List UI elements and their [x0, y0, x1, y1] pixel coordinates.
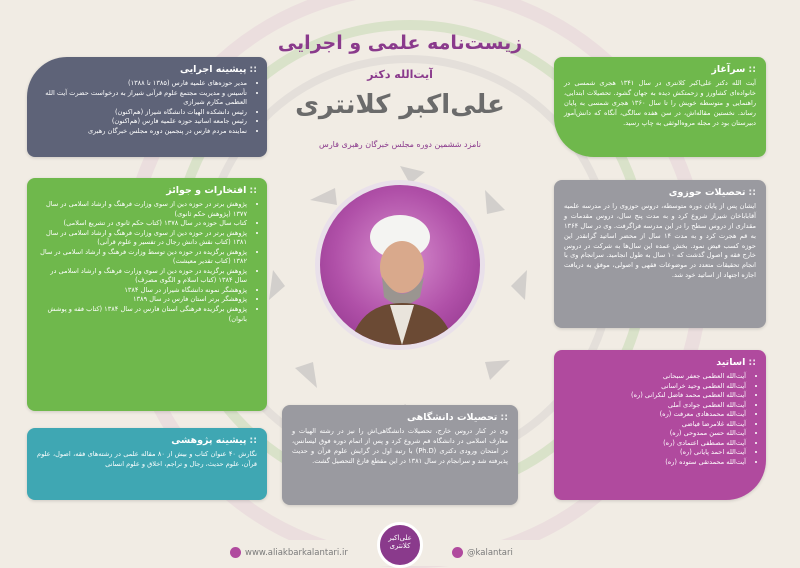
dots-icon: :: [748, 357, 756, 368]
person-name: علی‌اکبر کلانتری [295, 90, 505, 120]
dots-icon: :: [249, 64, 257, 75]
arrow-shape [310, 188, 337, 205]
section-research-text: نگارش ۴۰ عنوان کتاب و بیش از ۸۰ مقاله علمی در رشته‌های فقه، اصول، علوم قرآن، علوم حدیث، رجال و تراجم، اخلاق و علوم انسانی [37, 450, 257, 468]
list-item: • پژوهش برگزیده فرهنگی استان فارس در سال ۱۳۸۴ (کتاب فقه و پوشش بانوان) [37, 305, 247, 324]
section-start-heading: سرآغاز [711, 64, 746, 75]
page-title: زیست‌نامه علمی و اجرایی [277, 32, 523, 54]
list-item: • آیت‌الله مصطفی اعتمادی (ره) [564, 439, 746, 449]
section-start [554, 57, 766, 157]
seal-text: علی‌اکبر کلانتری [388, 534, 412, 550]
list-item: • پژوهشگر برتر استان فارس در سال ۱۳۸۹ [37, 295, 247, 305]
dots-icon: :: [500, 412, 508, 423]
list-item: • پژوهش برتر در حوزه دین از سوی وزارت فرهنگ و ارشاد اسلامی در سال ۱۳۸۱ (کتاب نقش دانش رجال در تفسیر و علوم قرآنی) [37, 229, 247, 248]
list-item: • آیت‌الله محمدهادی معرفت (ره) [564, 410, 746, 420]
dots-icon: :: [249, 185, 257, 196]
arrow-shape [295, 362, 317, 388]
section-hawza [554, 180, 766, 328]
list-item: • کتاب سال حوزه در سال ۱۳۷۸ (کتاب حکم ثانوی در تشریع اسلامی) [37, 219, 247, 229]
section-honors-title [37, 185, 257, 196]
social-link[interactable] [452, 547, 513, 558]
arrow-shape [485, 360, 510, 380]
dots-icon: :: [748, 187, 756, 198]
list-item: • آیت‌الله غلامرضا فیاضی [564, 420, 746, 430]
list-item: • پژوهش برگزیده در حوزه دین از سوی وزارت فرهنگ و ارشاد اسلامی در سال ۱۳۸۴ (کتاب اسلام و الگوی مصرف) [37, 267, 247, 286]
globe-icon [230, 547, 241, 558]
teachers-list [564, 372, 756, 467]
list-item: • آیت‌الله العظمی محمد فاضل لنکرانی (ره) [564, 391, 746, 401]
section-honors [27, 178, 267, 411]
social-text: @kalantari [467, 548, 513, 558]
list-item: • رئیس جامعه اساتید حوزه علمیه فارس (هم‌اکنون) [37, 117, 247, 127]
section-teachers-title [564, 357, 756, 368]
arrow-shape [511, 270, 527, 300]
honors-list [37, 200, 257, 324]
section-executive-title [37, 64, 257, 75]
section-teachers [554, 350, 766, 500]
list-item: • پژوهش برگزیده در حوزه دین توسط وزارت فرهنگ و ارشاد اسلامی در سال ۱۳۸۲ (کتاب تقدیر معیشت) [37, 248, 247, 267]
section-hawza-text: ایشان پس از پایان دوره متوسطه، دروس حوزوی را در مدرسه علمیه آقابابا‌خان شیراز شروع کرد و به مدت پنج سال، دروس مقدمات و مقداری از دروس سطح را در این مدرسه فراگرفت. وی در سال ۱۳۶۴ به قم هجرت کرد و به مدت ۱۴ سال از محضر اساتید گرانقدر این حوزه کسب فیض نمود. بخش عمده این سال‌ها به شرکت در دروس خارج فقه و اصول گذشت که ۱۰ سال به طول انجامید. سرانجام وی با انجام تحقیقات متعدد در موضوعات فقهی و اصولی، موفق به دریافت اجازه اجتهاد از اساتید خود شد. [564, 202, 756, 280]
section-university-text: وی در کنار دروس خارج، تحصیلات دانشگاهی‌اش را نیز در رشته الهیات و معارف اسلامی در دانشگاه قم شروع کرد و پس از اتمام دوره فوق لیسانس، در امتحان ورودی دکتری (Ph.D) با رتبه اول در گرایش علوم قرآن و حدیث پذیرفته شد و سرانجام در سال ۱۳۸۱ در این مقطع فارغ التحصیل گشت. [292, 427, 508, 465]
section-honors-heading: افتخارات و جوائز [166, 185, 247, 196]
list-item: • پژوهشگر نمونه دانشگاه شیراز در سال ۱۳۸۴ [37, 286, 247, 296]
list-item: • آیت‌الله العظمی جعفر سبحانی [564, 372, 746, 382]
section-executive [27, 57, 267, 157]
list-item: • آیت‌الله محمدتقی ستوده (ره) [564, 458, 746, 468]
arrow-shape [269, 270, 285, 300]
candidacy-caption: نامزد ششمین دوره مجلس خبرگان رهبری فارس [319, 140, 481, 149]
portrait-photo [315, 180, 485, 350]
arrow-shape [485, 190, 505, 214]
list-item: • آیت‌الله العظمی وحید خراسانی [564, 382, 746, 392]
list-item: • تأسیس و مدیریت مجتمع علوم قرآنی شیراز به درخواست حضرت آیت الله العظمی مکارم شیرازی [37, 89, 247, 108]
list-item: • رئیس دانشکده الهیات دانشگاه شیراز (هم‌اکنون) [37, 108, 247, 118]
list-item: • آیت‌الله حسن ممدوحی (ره) [564, 429, 746, 439]
section-university [282, 405, 518, 505]
list-item: • نماینده مردم فارس در پنجمین دوره مجلس خبرگان رهبری [37, 127, 247, 137]
section-executive-heading: پیشینه اجرایی [180, 64, 247, 75]
website-link[interactable] [230, 547, 348, 558]
honorific-subtitle: آیت‌الله دکتر [367, 68, 433, 81]
section-university-title [292, 412, 508, 423]
executive-list [37, 79, 257, 136]
section-hawza-heading: تحصیلات حوزوی [668, 187, 746, 198]
section-research-title [37, 435, 257, 446]
list-item: • پژوهش برتر در حوزه دین از سوی وزارت فرهنگ و ارشاد اسلامی در سال ۱۳۷۷ (پژوهش حکم ثانوی) [37, 200, 247, 219]
section-research-heading: پیشینه پژوهشی [171, 435, 247, 446]
instagram-icon [452, 547, 463, 558]
dots-icon: :: [748, 64, 756, 75]
section-university-heading: تحصیلات دانشگاهی [407, 412, 498, 423]
list-item: • آیت‌الله احمد پایانی (ره) [564, 448, 746, 458]
seal-logo [377, 522, 423, 568]
dots-icon: :: [249, 435, 257, 446]
portrait-figure [320, 185, 480, 345]
section-research [27, 428, 267, 500]
section-teachers-heading: اساتید [716, 357, 746, 368]
website-text: www.aliakbarkalantari.ir [245, 548, 348, 558]
section-hawza-title [564, 187, 756, 198]
section-start-text: آیت الله دکتر علی‌اکبر کلانتری در سال ۱۳۴۱ هجری شمسی در خانواده‌ای کشاورز و زحمتکش دیده به جهان گشود. تحصیلات ابتدایی، راهنمایی و متوسطه خویش را تا سال ۱۳۶۰ هجری شمسی به پایان رساند. نخستین مقاله‌اش، در سن هفده سالگی، آنگاه که دانش‌آموز دبیرستان بود در مجله مروه‌الوثقی به چاپ رسید. [564, 79, 757, 127]
list-item: • آیت‌الله العظمی جوادی آملی [564, 401, 746, 411]
list-item: • مدیر حوزه‌های علمیه فارس (۱۳۸۵ تا ۱۳۸۸) [37, 79, 247, 89]
section-start-title [564, 64, 756, 75]
